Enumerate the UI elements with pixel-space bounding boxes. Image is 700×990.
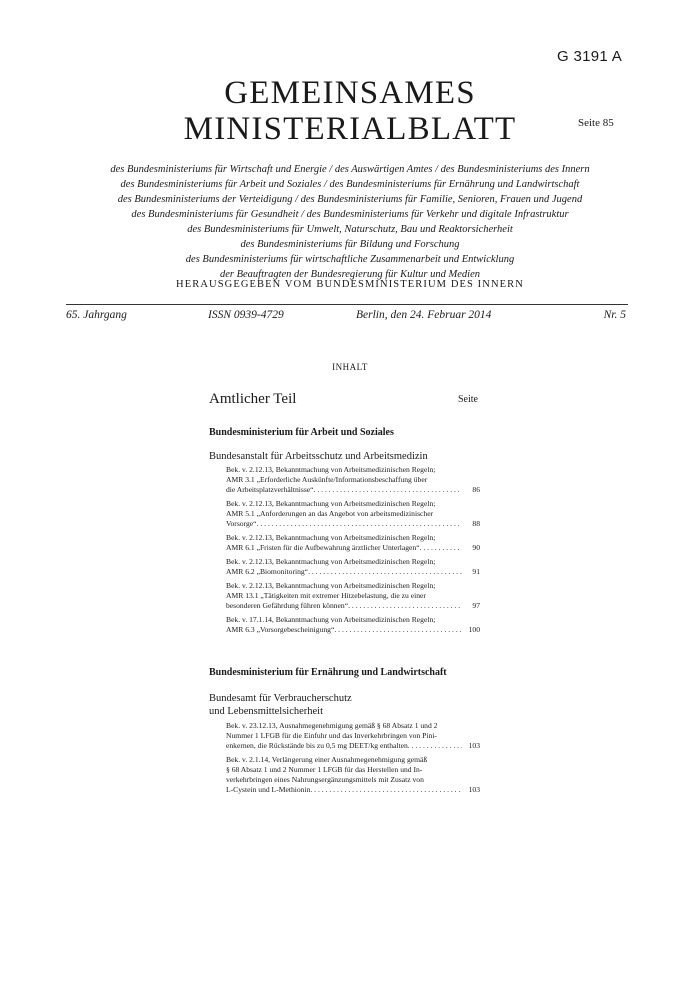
dot-leader — [257, 519, 462, 529]
entry-page: 86 — [472, 485, 480, 494]
entry-line: L-Cystein und L-Methionin — [226, 785, 311, 794]
dot-leader — [348, 601, 462, 611]
entry-line: AMR 13.1 „Tätigkeiten mit extremer Hitzebelastung, die zu einer — [226, 591, 426, 600]
agency-heading — [209, 450, 428, 463]
issn: ISSN 0939-4729 — [208, 309, 284, 321]
entry-page: 103 — [468, 785, 480, 794]
entry-page: 97 — [472, 601, 480, 610]
dot-leader — [408, 741, 462, 751]
entry-line: AMR 6.1 „Fristen für die Aufbewahrung ärztlicher Unterlagen“ — [226, 543, 420, 552]
entry-line: § 68 Absatz 1 und 2 Nummer 1 LFGB für das Herstellen und In- — [226, 765, 423, 774]
entry-line: Bek. v. 2.12.13, Bekanntmachung von Arbeitsmedizinischen Regeln; — [226, 465, 436, 474]
dot-leader — [308, 567, 462, 577]
entry-line: Bek. v. 2.12.13, Bekanntmachung von Arbeitsmedizinischen Regeln; — [226, 557, 436, 566]
entry-line: AMR 5.1 „Anforderungen an das Angebot von arbeitsmedizinischer — [226, 509, 434, 518]
toc-entry[interactable] — [226, 557, 480, 577]
entry-page: 91 — [472, 567, 480, 576]
entry-page: 88 — [472, 519, 480, 528]
volume-year: 65. Jahrgang — [66, 309, 127, 321]
toc-entry[interactable] — [226, 615, 480, 635]
entry-line: Bek. v. 2.12.13, Bekanntmachung von Arbeitsmedizinischen Regeln; — [226, 533, 436, 542]
ministry-line: des Bundesministeriums für Wirtschaft und Energie / des Auswärtigen Amtes / des Bundesministeriums des Innern — [110, 164, 590, 175]
ministry-line: des Bundesministeriums für wirtschaftliche Zusammenarbeit und Entwicklung — [185, 254, 515, 265]
ministry-line: des Bundesministeriums für Umwelt, Naturschutz, Bau und Reaktorsicherheit — [187, 224, 513, 235]
entry-line: Nummer 1 LFGB für die Einfuhr und das Inverkehrbringen von Pini- — [226, 731, 437, 740]
entry-line: die Arbeitsplatzverhältnisse“ — [226, 485, 314, 494]
dot-leader — [420, 543, 462, 553]
entry-page: 90 — [472, 543, 480, 552]
title-line-2: MINISTERIALBLATT — [183, 111, 517, 147]
ministry-line: des Bundesministeriums der Verteidigung / des Bundesministeriums für Familie, Senioren, Frauen und Jugend — [117, 194, 583, 205]
entry-line: Bek. v. 2.1.14, Verlängerung einer Ausnahmegenehmigung gemäß — [226, 755, 428, 764]
entry-page: 103 — [468, 741, 480, 750]
page-number: Seite 85 — [578, 117, 614, 129]
toc-entry[interactable] — [226, 465, 480, 495]
issue-date: Berlin, den 24. Februar 2014 — [356, 309, 492, 321]
entry-line: verkehrbringen eines Nahrungsergänzungsmittels mit Zusatz von — [226, 775, 424, 784]
entries-list — [226, 721, 480, 799]
entry-page: 100 — [468, 625, 480, 634]
toc-entry[interactable] — [226, 533, 480, 553]
dot-leader — [334, 625, 462, 635]
agency-line: Bundesamt für Verbraucherschutz — [209, 693, 352, 704]
toc-entry[interactable] — [226, 755, 480, 795]
publication-code: G 3191 A — [557, 48, 622, 65]
ministry-line: der Beauftragten der Bundesregierung für Kultur und Medien — [219, 269, 481, 280]
issue-number: Nr. 5 — [603, 309, 626, 321]
entries-list — [226, 465, 480, 639]
entry-line: enkernen, die Rückstände bis zu 0,5 mg DEET/kg enthalten — [226, 741, 408, 750]
entry-line: besonderen Gefährdung führen können“ — [226, 601, 349, 610]
agency-line: und Lebensmittelsicherheit — [209, 706, 324, 717]
entry-line: Bek. v. 17.1.14, Bekanntmachung von Arbeitsmedizinischen Regeln; — [226, 615, 436, 624]
dot-leader — [314, 485, 462, 495]
agency-heading — [209, 692, 352, 718]
toc-entry[interactable] — [226, 581, 480, 611]
entry-line: Bek. v. 2.12.13, Bekanntmachung von Arbeitsmedizinischen Regeln; — [226, 581, 436, 590]
header-rule — [66, 304, 628, 305]
agency-line: Bundesanstalt für Arbeitsschutz und Arbeitsmedizin — [209, 451, 428, 462]
ministry-line: des Bundesministeriums für Bildung und Forschung — [240, 239, 460, 250]
entry-line: Bek. v. 23.12.13, Ausnahmegenehmigung gemäß § 68 Absatz 1 und 2 — [226, 721, 438, 730]
entry-line: Vorsorge“ — [226, 519, 257, 528]
page-column-heading: Seite — [458, 394, 478, 405]
toc-entry[interactable] — [226, 499, 480, 529]
ministry-line: des Bundesministeriums für Arbeit und Soziales / des Bundesministeriums für Ernährung und Landwirtschaft — [120, 179, 580, 190]
ministry-heading: Bundesministerium für Ernährung und Landwirtschaft — [209, 667, 447, 678]
ministry-line: des Bundesministeriums für Gesundheit / des Bundesministeriums für Verkehr und digitale Infrastruktur — [131, 209, 569, 220]
entry-line: Bek. v. 2.12.13, Bekanntmachung von Arbeitsmedizinischen Regeln; — [226, 499, 436, 508]
dot-leader — [310, 785, 462, 795]
contents-heading: INHALT — [332, 362, 368, 372]
ministry-heading: Bundesministerium für Arbeit und Soziales — [209, 427, 394, 438]
entry-line: AMR 6.3 „Vorsorgebescheinigung“ — [226, 625, 335, 634]
official-part-heading: Amtlicher Teil — [209, 391, 297, 407]
title-line-1: GEMEINSAMES — [224, 75, 476, 111]
entry-line: AMR 3.1 „Erforderliche Auskünfte/Informationsbeschaffung über — [226, 475, 428, 484]
ministries-list — [40, 162, 660, 282]
toc-entry[interactable] — [226, 721, 480, 751]
entry-line: AMR 6.2 „Biomonitoring“ — [226, 567, 309, 576]
publisher-line: HERAUSGEGEBEN VOM BUNDESMINISTERIUM DES INNERN — [176, 279, 524, 290]
